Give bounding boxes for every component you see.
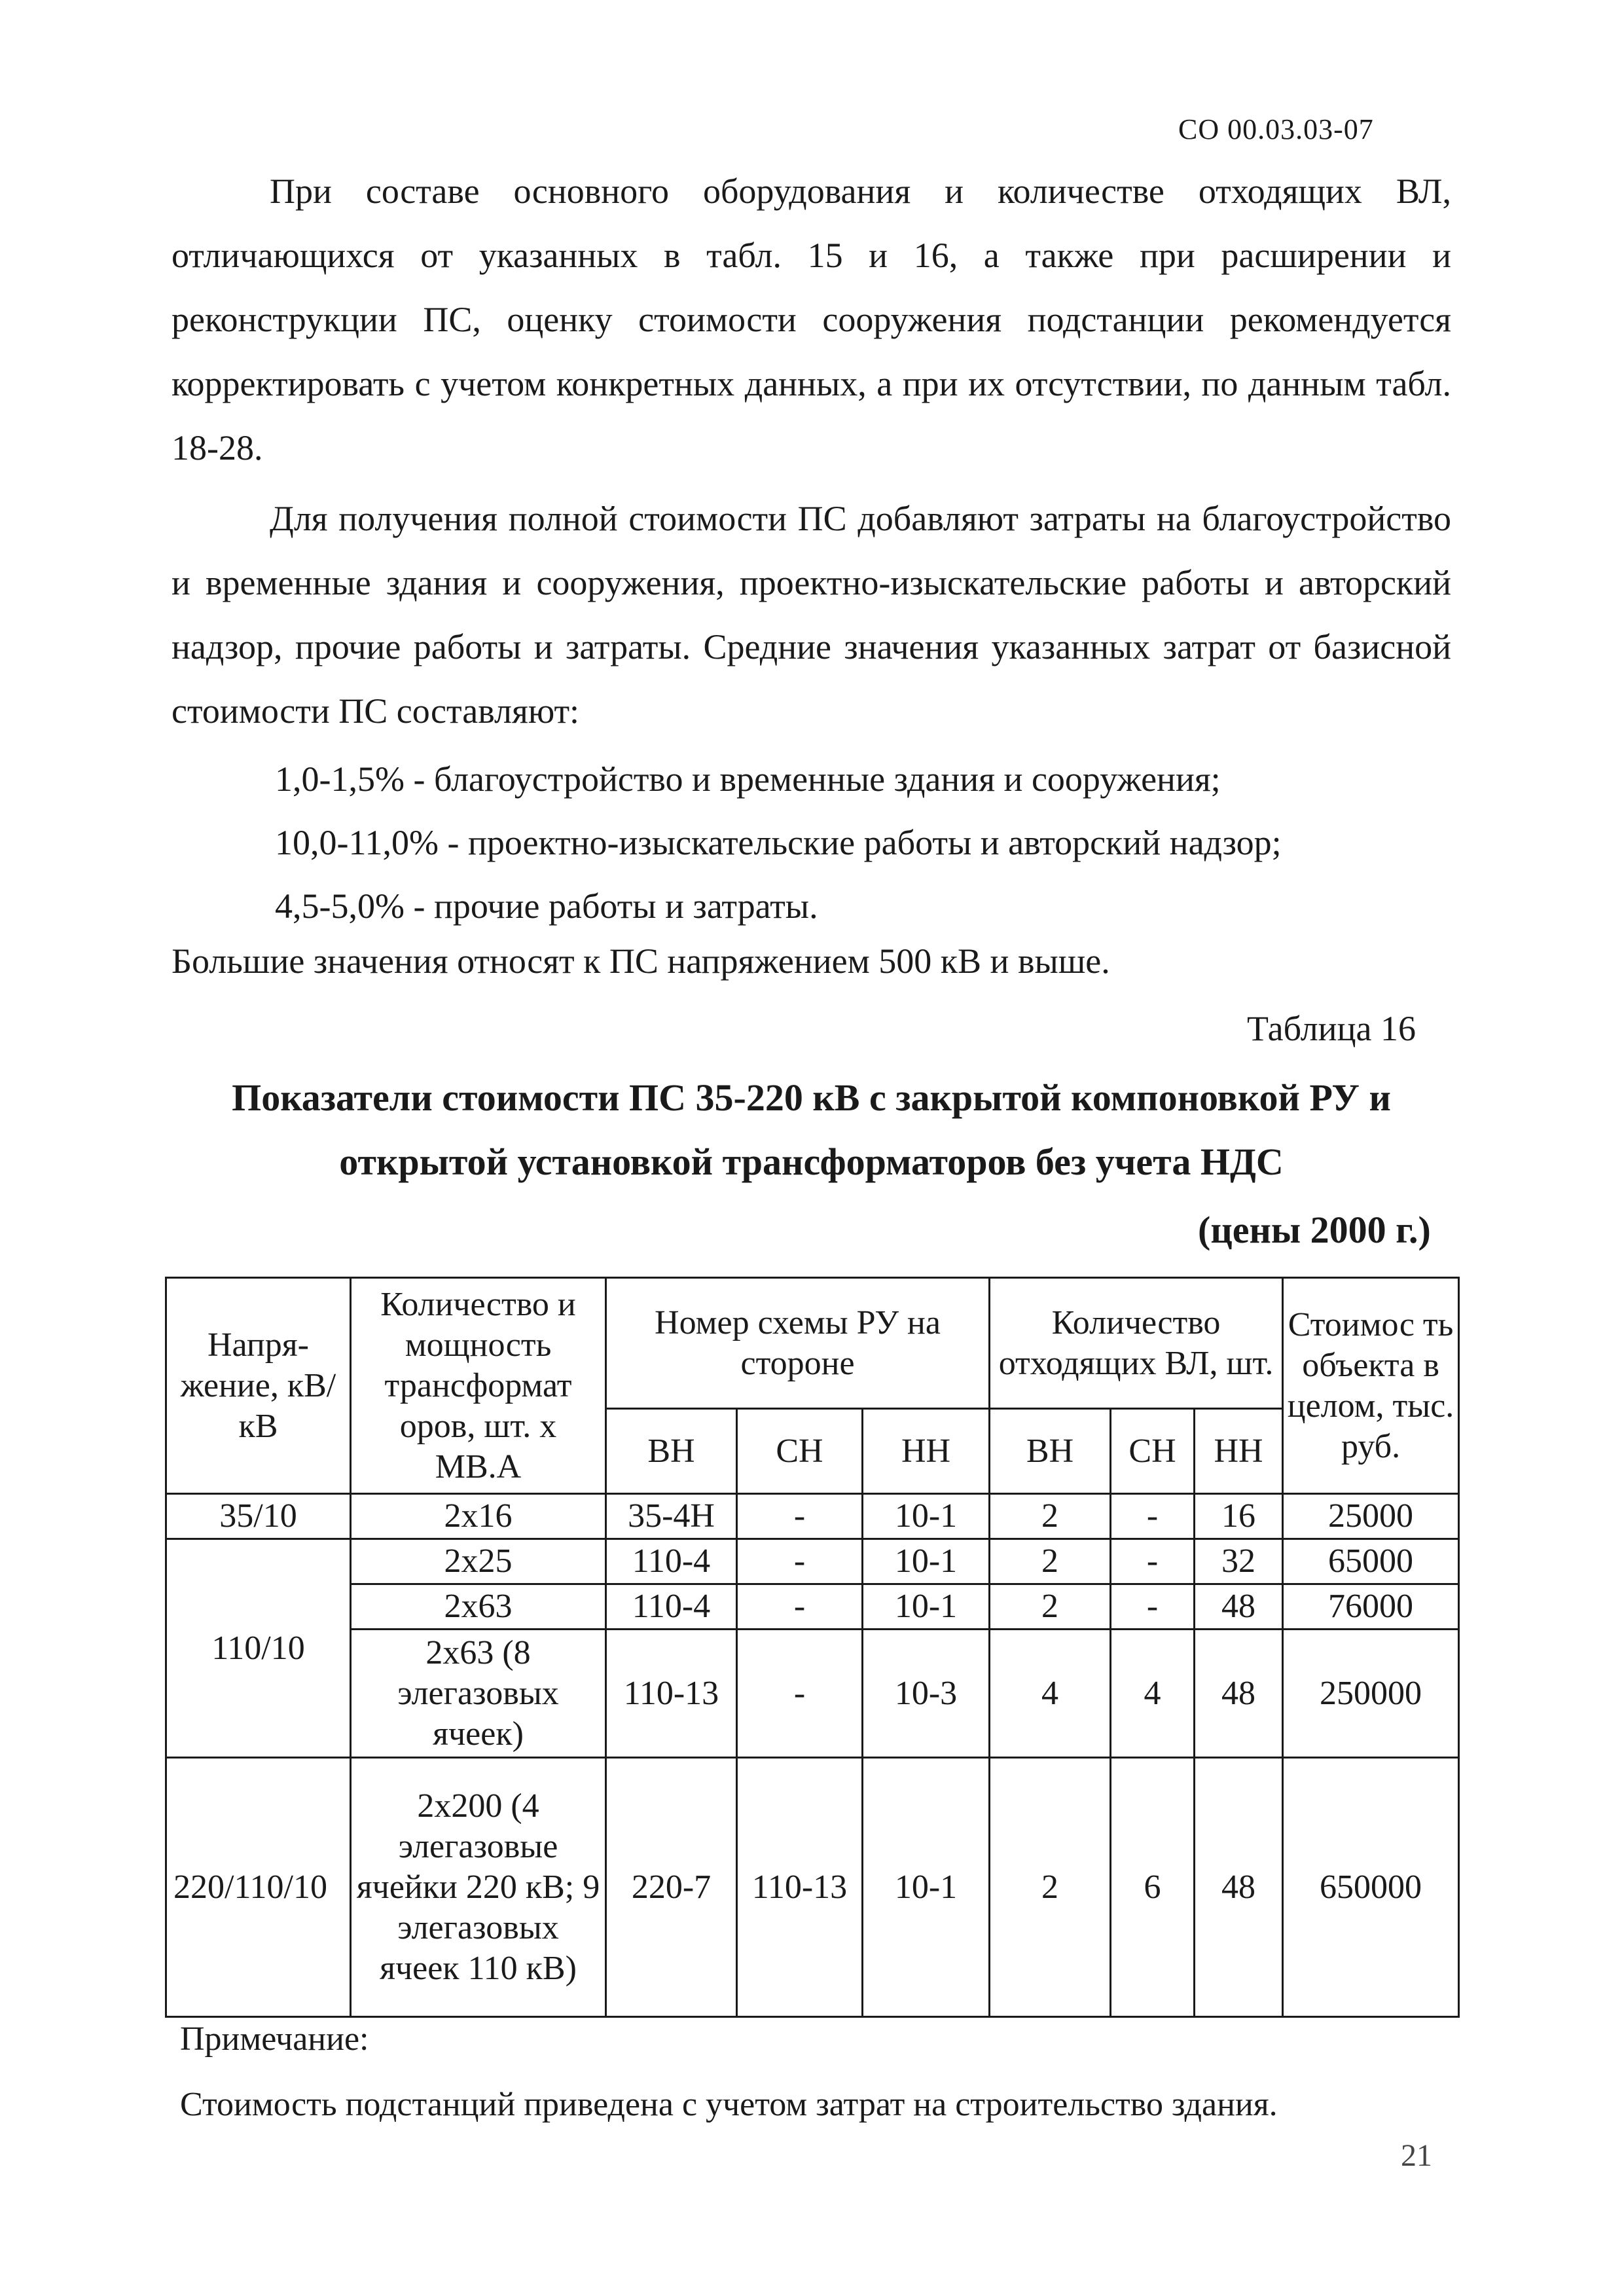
prices-note: (цены 2000 г.) (1198, 1209, 1431, 1251)
table-label: Таблица 16 (1247, 1009, 1416, 1048)
cell-scheme-nn: 10-1 (863, 1539, 990, 1584)
cell-transformers: 2х200 (4 элегазовые ячейки 220 кВ; 9 элегазовых ячеек 110 кВ) (351, 1758, 606, 2017)
cell-scheme-sn: - (737, 1539, 863, 1584)
cell-scheme-nn: 10-3 (863, 1630, 990, 1758)
header-lines-nn: НН (1195, 1409, 1283, 1494)
header-lines: Количество отходящих ВЛ, шт. (990, 1278, 1283, 1409)
cell-scheme-vn: 110-4 (606, 1584, 737, 1630)
cell-transformers: 2х16 (351, 1494, 606, 1539)
cell-scheme-vn: 35-4Н (606, 1494, 737, 1539)
table-row (166, 1494, 1459, 1539)
cell-scheme-sn: 110-13 (737, 1758, 863, 2017)
cell-scheme-nn: 10-1 (863, 1758, 990, 2017)
table-row (166, 1630, 1459, 1758)
cell-lines-sn: 4 (1111, 1630, 1195, 1758)
header-scheme: Номер схемы РУ на стороне (606, 1278, 990, 1409)
cell-lines-sn: - (1111, 1494, 1195, 1539)
cell-lines-nn: 32 (1195, 1539, 1283, 1584)
cell-voltage: 110/10 (166, 1539, 351, 1758)
paragraph-large-values: Большие значения относят к ПС напряжением 500 кВ и выше. (171, 941, 1110, 981)
cell-scheme-sn: - (737, 1494, 863, 1539)
paragraph-full-cost: Для получения полной стоимости ПС добавляют затраты на благоустройство и временные здания и сооружения, проектно-изыскательские работы и авторский надзор, прочие работы и затраты. Средние значения указанных затрат от базисной стоимости ПС составляют: (171, 499, 1451, 731)
cell-lines-nn: 16 (1195, 1494, 1283, 1539)
cell-cost: 250000 (1283, 1630, 1459, 1758)
cell-lines-nn: 48 (1195, 1630, 1283, 1758)
table-row (166, 1584, 1459, 1630)
cell-lines-vn: 2 (990, 1494, 1111, 1539)
page-number: 21 (1401, 2138, 1432, 2173)
table-row (166, 1758, 1459, 2017)
list-item: 1,0-1,5% - благоустройство и временные здания и сооружения; (275, 759, 1221, 799)
cell-lines-nn: 48 (1195, 1758, 1283, 2017)
header-transformers: Количество и мощность трансформат оров, шт. х МВ.А (351, 1278, 606, 1494)
header-scheme-vn: ВН (606, 1409, 737, 1494)
cell-lines-sn: - (1111, 1584, 1195, 1630)
header-lines-vn: ВН (990, 1409, 1111, 1494)
cell-scheme-vn: 110-4 (606, 1539, 737, 1584)
header-lines-sn: СН (1111, 1409, 1195, 1494)
cell-scheme-nn: 10-1 (863, 1494, 990, 1539)
cell-lines-vn: 2 (990, 1584, 1111, 1630)
cell-voltage: 220/110/10 (166, 1758, 351, 2017)
document-code: СО 00.03.03-07 (1178, 113, 1374, 145)
note-text: Стоимость подстанций приведена с учетом затрат на строительство здания. (180, 2086, 1278, 2123)
cell-lines-nn: 48 (1195, 1584, 1283, 1630)
table-row (166, 1539, 1459, 1584)
cell-cost: 650000 (1283, 1758, 1459, 2017)
list-item: 10,0-11,0% - проектно-изыскательские работы и авторский надзор; (275, 823, 1282, 862)
cell-scheme-sn: - (737, 1584, 863, 1630)
cell-transformers: 2х63 (8 элегазовых ячеек) (351, 1630, 606, 1758)
cell-scheme-nn: 10-1 (863, 1584, 990, 1630)
cell-cost: 65000 (1283, 1539, 1459, 1584)
note-label: Примечание: (180, 2020, 369, 2058)
cell-transformers: 2х63 (351, 1584, 606, 1630)
cell-voltage: 35/10 (166, 1494, 351, 1539)
header-scheme-sn: СН (737, 1409, 863, 1494)
cell-lines-sn: 6 (1111, 1758, 1195, 2017)
header-cost: Стоимос ть объекта в целом, тыс. руб. (1283, 1278, 1459, 1494)
header-voltage: Напря-жение, кВ/кВ (166, 1278, 351, 1494)
cell-cost: 76000 (1283, 1584, 1459, 1630)
cell-scheme-sn: - (737, 1630, 863, 1758)
list-item: 4,5-5,0% - прочие работы и затраты. (275, 886, 818, 926)
cell-transformers: 2х25 (351, 1539, 606, 1584)
cost-table (165, 1277, 1460, 2018)
cell-cost: 25000 (1283, 1494, 1459, 1539)
cell-lines-vn: 2 (990, 1539, 1111, 1584)
cell-lines-vn: 4 (990, 1630, 1111, 1758)
cell-lines-vn: 2 (990, 1758, 1111, 2017)
paragraph-equipment-note: При составе основного оборудования и количестве отходящих ВЛ, отличающихся от указанных в табл. 15 и 16, а также при расширении и реконструкции ПС, оценку стоимости сооружения подстанции рекомендуется корректировать с учетом конкретных данных, а при их отсутствии, по данным табл. 18-28. (171, 172, 1451, 467)
header-scheme-nn: НН (863, 1409, 990, 1494)
table-title: Показатели стоимости ПС 35-220 кВ с закрытой компоновкой РУ и открытой установкой трансформаторов без учета НДС (232, 1076, 1391, 1183)
cell-scheme-vn: 110-13 (606, 1630, 737, 1758)
cell-scheme-vn: 220-7 (606, 1758, 737, 2017)
cell-lines-sn: - (1111, 1539, 1195, 1584)
